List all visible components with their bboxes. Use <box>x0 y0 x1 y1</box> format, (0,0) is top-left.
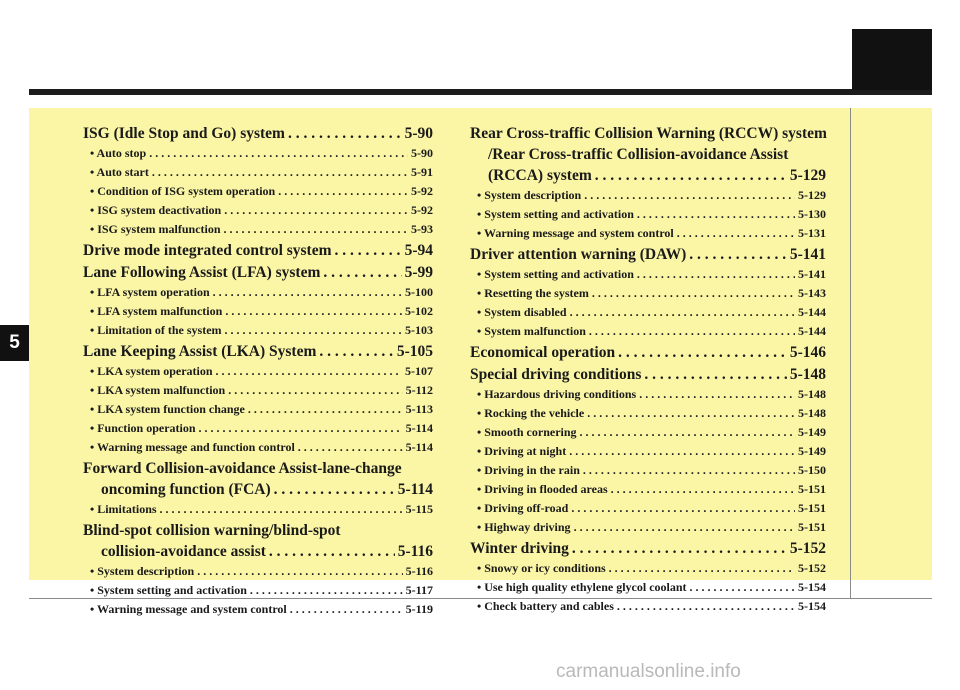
dot-leader <box>618 342 787 363</box>
toc-right-column <box>470 122 826 616</box>
toc-entry-label: • Smooth cornering <box>477 425 577 439</box>
dot-leader <box>637 205 795 224</box>
toc-page-number: 5-144 <box>798 324 826 338</box>
dot-leader <box>160 500 403 519</box>
dot-leader <box>199 419 403 438</box>
toc-subsection-entry[interactable] <box>83 562 433 581</box>
toc-subsection-entry[interactable] <box>470 385 826 404</box>
toc-page-number: 5-148 <box>789 366 826 383</box>
toc-entry-label: • Use high quality ethylene glycol coolant <box>477 580 687 594</box>
toc-page-number: 5-90 <box>411 146 433 160</box>
toc-subsection-entry[interactable] <box>470 597 826 616</box>
toc-entry-label: Winter driving <box>470 540 569 557</box>
toc-subsection-entry[interactable] <box>470 578 826 597</box>
toc-entry-label: • LKA system function change <box>90 402 245 416</box>
toc-entry-label: • Function operation <box>90 421 196 435</box>
dot-leader <box>274 479 395 500</box>
toc-section-entry[interactable] <box>83 458 433 500</box>
toc-page-number: 5-90 <box>404 125 433 142</box>
toc-page-number: 5-148 <box>798 406 826 420</box>
toc-section-entry[interactable] <box>470 244 826 265</box>
toc-page-number: 5-151 <box>798 520 826 534</box>
toc-entry-label: • Warning message and function control <box>90 440 295 454</box>
dot-leader <box>572 538 787 559</box>
toc-page-number: 5-146 <box>789 344 826 361</box>
toc-entry-label: Lane Following Assist (LFA) system <box>83 264 321 281</box>
toc-entry-label: • System setting and activation <box>90 583 247 597</box>
toc-subsection-entry[interactable] <box>83 362 433 381</box>
toc-subsection-entry[interactable] <box>470 224 826 243</box>
toc-entry-title-line: /Rear Cross-traffic Collision-avoidance Assist <box>488 146 789 163</box>
dot-leader <box>569 442 795 461</box>
toc-page-number: 5-150 <box>798 463 826 477</box>
dot-leader <box>574 518 795 537</box>
toc-page-number: 5-129 <box>789 167 826 184</box>
dot-leader <box>589 322 795 341</box>
toc-subsection-entry[interactable] <box>83 381 433 400</box>
toc-entry-label: • Auto start <box>90 165 149 179</box>
dot-leader <box>248 400 403 419</box>
toc-entry-label: • LKA system operation <box>90 364 213 378</box>
toc-subsection-entry[interactable] <box>470 284 826 303</box>
toc-entry-label: • ISG system deactivation <box>90 203 222 217</box>
toc-section-entry[interactable] <box>83 262 433 283</box>
top-rule <box>29 89 932 95</box>
toc-section-entry[interactable] <box>83 520 433 562</box>
toc-section-entry[interactable] <box>470 342 826 363</box>
dot-leader <box>677 224 795 243</box>
toc-entry-label: • System malfunction <box>477 324 586 338</box>
toc-page-number: 5-149 <box>798 425 826 439</box>
dot-leader <box>298 438 403 457</box>
toc-entry-label: • System description <box>477 188 582 202</box>
toc-page-number: 5-114 <box>405 421 433 435</box>
toc-subsection-entry[interactable] <box>470 518 826 537</box>
dot-leader <box>250 581 403 600</box>
toc-subsection-entry[interactable] <box>83 163 433 182</box>
toc-subsection-entry[interactable] <box>83 438 433 457</box>
toc-page-number: 5-116 <box>405 564 433 578</box>
toc-entry-title-line: Rear Cross-traffic Collision Warning (RCCW) system <box>470 125 827 142</box>
dot-leader <box>592 284 795 303</box>
toc-entry-label: • System setting and activation <box>477 207 634 221</box>
toc-subsection-entry[interactable] <box>470 205 826 224</box>
toc-page-number: 5-148 <box>798 387 826 401</box>
toc-page-number: 5-94 <box>404 242 433 259</box>
toc-entry-label: Drive mode integrated control system <box>83 242 332 259</box>
toc-page-number: 5-154 <box>798 599 826 613</box>
toc-left-column <box>83 122 433 619</box>
toc-entry-label: oncoming function (FCA) <box>101 481 271 498</box>
toc-entry-label: collision-avoidance assist <box>101 543 266 560</box>
dot-leader <box>225 302 402 321</box>
toc-entry-label: • System disabled <box>477 305 567 319</box>
toc-entry-label: • LFA system operation <box>90 285 210 299</box>
toc-entry-label: Lane Keeping Assist (LKA) System <box>83 343 317 360</box>
toc-entry-title-line: Blind-spot collision warning/blind-spot <box>83 522 341 539</box>
toc-page-number: 5-143 <box>798 286 826 300</box>
dot-leader <box>583 461 795 480</box>
dot-leader <box>570 303 795 322</box>
dot-leader <box>689 244 787 265</box>
toc-subsection-entry[interactable] <box>470 442 826 461</box>
dot-leader <box>152 163 408 182</box>
toc-subsection-entry[interactable] <box>83 600 433 619</box>
watermark: carmanualsonline.info <box>556 661 741 682</box>
toc-page-number: 5-115 <box>405 502 433 516</box>
toc-entry-label: • ISG system malfunction <box>90 222 221 236</box>
toc-section-entry[interactable] <box>470 538 826 559</box>
toc-page-number: 5-141 <box>798 267 826 281</box>
toc-subsection-entry[interactable] <box>470 461 826 480</box>
toc-page-number: 5-100 <box>405 285 433 299</box>
dot-leader <box>584 186 795 205</box>
toc-page-number: 5-113 <box>405 402 433 416</box>
toc-page-number: 5-103 <box>405 323 433 337</box>
toc-subsection-entry[interactable] <box>470 480 826 499</box>
toc-entry-label: • Warning message and system control <box>477 226 674 240</box>
side-rule <box>850 108 851 598</box>
toc-entry-label: Driver attention warning (DAW) <box>470 246 687 263</box>
toc-page-number: 5-112 <box>405 383 433 397</box>
toc-page-number: 5-131 <box>798 226 826 240</box>
toc-entry-label: • Resetting the system <box>477 286 589 300</box>
toc-subsection-entry[interactable] <box>470 423 826 442</box>
toc-entry-label: Special driving conditions <box>470 366 642 383</box>
toc-subsection-entry[interactable] <box>83 201 433 220</box>
toc-page-number: 5-149 <box>798 444 826 458</box>
toc-page-number: 5-92 <box>411 184 433 198</box>
toc-page-number: 5-99 <box>404 264 433 281</box>
dot-leader <box>335 240 402 261</box>
toc-page-number: 5-152 <box>798 561 826 575</box>
dot-leader <box>224 201 408 220</box>
toc-subsection-entry[interactable] <box>83 182 433 201</box>
toc-subsection-entry[interactable] <box>83 283 433 302</box>
dot-leader <box>644 364 786 385</box>
toc-page-number: 5-91 <box>411 165 433 179</box>
toc-page-number: 5-105 <box>396 343 433 360</box>
dot-leader <box>197 562 402 581</box>
dot-leader <box>213 283 402 302</box>
toc-subsection-entry[interactable] <box>83 400 433 419</box>
toc-section-entry[interactable] <box>83 341 433 362</box>
dot-leader <box>216 362 402 381</box>
toc-page-number: 5-129 <box>798 188 826 202</box>
toc-section-entry[interactable] <box>83 240 433 261</box>
dot-leader <box>617 597 795 616</box>
toc-entry-title-line: Forward Collision-avoidance Assist-lane-change <box>83 460 402 477</box>
toc-page-number: 5-114 <box>405 440 433 454</box>
toc-entry-label: • LKA system malfunction <box>90 383 226 397</box>
chapter-corner-block <box>852 29 932 90</box>
toc-subsection-entry[interactable] <box>470 265 826 284</box>
toc-subsection-entry[interactable] <box>470 499 826 518</box>
toc-entry-label: • Check battery and cables <box>477 599 614 613</box>
toc-page-number: 5-151 <box>798 482 826 496</box>
toc-subsection-entry[interactable] <box>83 321 433 340</box>
dot-leader <box>587 404 795 423</box>
toc-subsection-entry[interactable] <box>83 500 433 519</box>
toc-subsection-entry[interactable] <box>83 581 433 600</box>
toc-subsection-entry[interactable] <box>83 220 433 239</box>
toc-entry-label: • Driving in the rain <box>477 463 580 477</box>
toc-section-entry[interactable] <box>83 123 433 144</box>
dot-leader <box>269 541 395 562</box>
dot-leader <box>149 144 408 163</box>
toc-page-number: 5-102 <box>405 304 433 318</box>
toc-subsection-entry[interactable] <box>470 404 826 423</box>
dot-leader <box>611 480 795 499</box>
dot-leader <box>224 220 408 239</box>
dot-leader <box>637 265 795 284</box>
toc-section-entry[interactable] <box>470 364 826 385</box>
toc-entry-label: • Highway driving <box>477 520 571 534</box>
toc-subsection-entry[interactable] <box>83 302 433 321</box>
dot-leader <box>639 385 795 404</box>
dot-leader <box>290 600 403 619</box>
toc-entry-label: Economical operation <box>470 344 616 361</box>
toc-page-number: 5-92 <box>411 203 433 217</box>
toc-subsection-entry[interactable] <box>83 419 433 438</box>
dot-leader <box>323 262 401 283</box>
toc-entry-label: • Driving off-road <box>477 501 569 515</box>
toc-entry-label: • Limitations <box>90 502 157 516</box>
toc-page-number: 5-154 <box>798 580 826 594</box>
dot-leader <box>690 578 795 597</box>
toc-entry-label: • Driving at night <box>477 444 567 458</box>
dot-leader <box>319 341 393 362</box>
toc-entry-label: • Limitation of the system <box>90 323 222 337</box>
toc-entry-label: ISG (Idle Stop and Go) system <box>83 125 285 142</box>
toc-entry-label: • Warning message and system control <box>90 602 287 616</box>
toc-page-number: 5-151 <box>798 501 826 515</box>
toc-entry-label: • Driving in flooded areas <box>477 482 608 496</box>
toc-entry-label: • LFA system malfunction <box>90 304 223 318</box>
toc-page-number: 5-130 <box>798 207 826 221</box>
dot-leader <box>288 123 402 144</box>
toc-page-number: 5-107 <box>405 364 433 378</box>
toc-subsection-entry[interactable] <box>83 144 433 163</box>
toc-entry-label: • Auto stop <box>90 146 147 160</box>
toc-page-number: 5-114 <box>397 481 433 498</box>
toc-subsection-entry[interactable] <box>470 303 826 322</box>
dot-leader <box>609 559 795 578</box>
toc-page-number: 5-93 <box>411 222 433 236</box>
chapter-tab: 5 <box>0 325 29 361</box>
toc-page-number: 5-152 <box>789 540 826 557</box>
dot-leader <box>225 321 402 340</box>
toc-page-number: 5-119 <box>405 602 433 616</box>
toc-entry-label: • Condition of ISG system operation <box>90 184 276 198</box>
toc-entry-label: (RCCA) system <box>488 167 592 184</box>
toc-entry-label: • System description <box>90 564 195 578</box>
dot-leader <box>228 381 402 400</box>
toc-page-number: 5-117 <box>405 583 433 597</box>
toc-entry-label: • Rocking the vehicle <box>477 406 585 420</box>
toc-entry-label: • Snowy or icy conditions <box>477 561 606 575</box>
toc-page-number: 5-144 <box>798 305 826 319</box>
toc-subsection-entry[interactable] <box>470 186 826 205</box>
dot-leader <box>278 182 408 201</box>
toc-subsection-entry[interactable] <box>470 559 826 578</box>
toc-section-entry[interactable] <box>470 123 826 186</box>
dot-leader <box>571 499 795 518</box>
toc-subsection-entry[interactable] <box>470 322 826 341</box>
toc-page-number: 5-141 <box>789 246 826 263</box>
dot-leader <box>595 165 787 186</box>
toc-entry-label: • Hazardous driving conditions <box>477 387 637 401</box>
toc-entry-label: • System setting and activation <box>477 267 634 281</box>
toc-page-number: 5-116 <box>397 543 433 560</box>
dot-leader <box>580 423 795 442</box>
